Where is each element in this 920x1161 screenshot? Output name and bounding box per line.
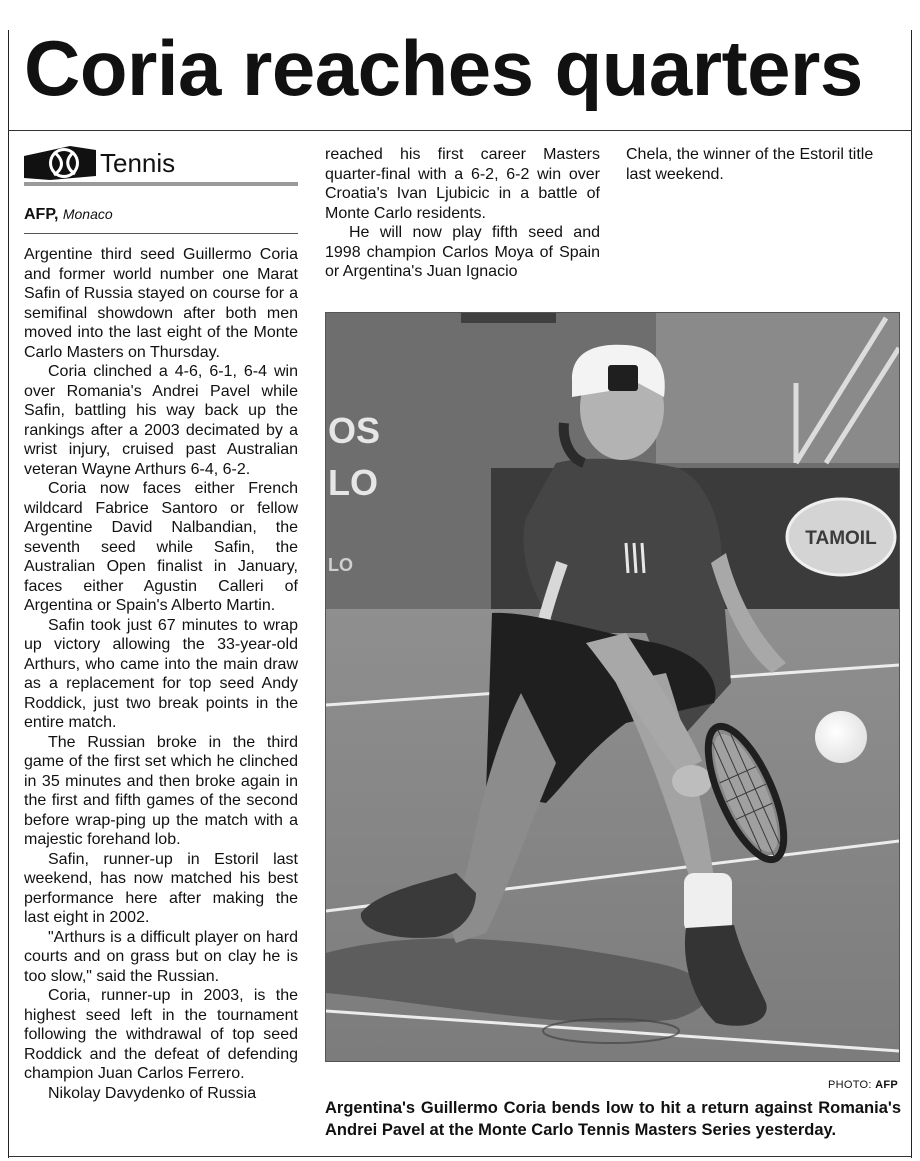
left-column-rule <box>8 30 9 1158</box>
article-column-2 <box>325 145 600 282</box>
paragraph: reached his first career Masters quarter-final with a 6-2, 6-2 win over Croatia's Ivan Ljubicic in a battle of Monte Carlo residents. <box>325 146 600 222</box>
article-column-1 <box>24 245 298 1103</box>
paragraph: "Arthurs is a difficult player on hard courts and on grass but on clay he is too slow," said the Russian. <box>24 928 298 985</box>
paragraph: He will now play fifth seed and 1998 champion Carlos Moya of Spain or Argentina's Juan Ignacio <box>325 224 600 280</box>
headline: Coria reaches quarters <box>24 24 863 112</box>
byline-rule <box>24 233 298 234</box>
byline-agency: AFP, <box>24 206 59 223</box>
wall-text: OS <box>328 410 381 451</box>
credit-label: PHOTO: <box>827 1079 872 1091</box>
wall-text: LO <box>328 555 353 575</box>
bottom-rule <box>8 1156 912 1157</box>
paragraph: The Russian broke in the third game of the first set which he clinched in 35 minutes and then broke again in the first and fifth games of the second before wrap-ping up the match with a majestic forehand lob. <box>24 733 298 848</box>
credit-source: AFP <box>875 1079 898 1091</box>
byline <box>24 206 113 224</box>
wall-text: LO <box>328 462 378 503</box>
photo-credit <box>600 1079 898 1091</box>
paragraph: Coria clinched a 4-6, 6-1, 6-4 win over Romania's Andrei Pavel while Safin, battling his way back up the rankings after a 2003 decimated by a wrist injury, cruised past Australian veteran Wayne Arthurs 6-4, 6-2. <box>24 363 298 478</box>
paragraph: Chela, the winner of the Estoril title last weekend. <box>626 146 874 183</box>
paragraph: Safin, runner-up in Estoril last weekend, has now matched his best performance here after making the last eight in 2002. <box>24 850 298 926</box>
right-column-rule <box>911 30 912 1158</box>
paragraph: Coria now faces either French wildcard Fabrice Santoro or fellow Argentine David Nalbandian, the seventh seed while Safin, the Australian Open finalist in January, faces either Agustin Calleri of Argentina or Spain's Alberto Martin. <box>24 480 298 614</box>
tennis-ball <box>815 711 867 763</box>
photo-caption: Argentina's Guillermo Coria bends low to hit a return against Romania's Andrei Pavel at the Monte Carlo Tennis Masters Series yesterday. <box>325 1099 901 1139</box>
byline-place: Monaco <box>62 206 113 222</box>
paragraph: Argentine third seed Guillermo Coria and former world number one Marat Safin of Russia stayed on course for a semifinal showdown after both men moved into the last eight of the Monte Carlo Masters on Thursday. <box>24 246 298 361</box>
section-header <box>24 144 298 186</box>
headline-rule <box>8 130 912 131</box>
paragraph: Nikolay Davydenko of Russia <box>48 1084 257 1102</box>
paragraph: Coria, runner-up in 2003, is the highest seed left in the tournament following the withdrawal of top seed Roddick and the defeat of defending champion Juan Carlos Ferrero. <box>24 987 298 1082</box>
section-bar <box>24 182 298 186</box>
article-column-3 <box>626 145 901 184</box>
tennis-ball-icon <box>24 144 96 182</box>
news-photo <box>325 312 900 1062</box>
stands <box>656 313 899 463</box>
paragraph: Safin took just 67 minutes to wrap up victory allowing the 33-year-old Arthurs, who came into the main draw as a replacement for top seed Andy Roddick, just two break points in the entire match. <box>24 616 298 731</box>
board-text: TAMOIL <box>805 528 877 549</box>
section-label: Tennis <box>100 148 176 178</box>
